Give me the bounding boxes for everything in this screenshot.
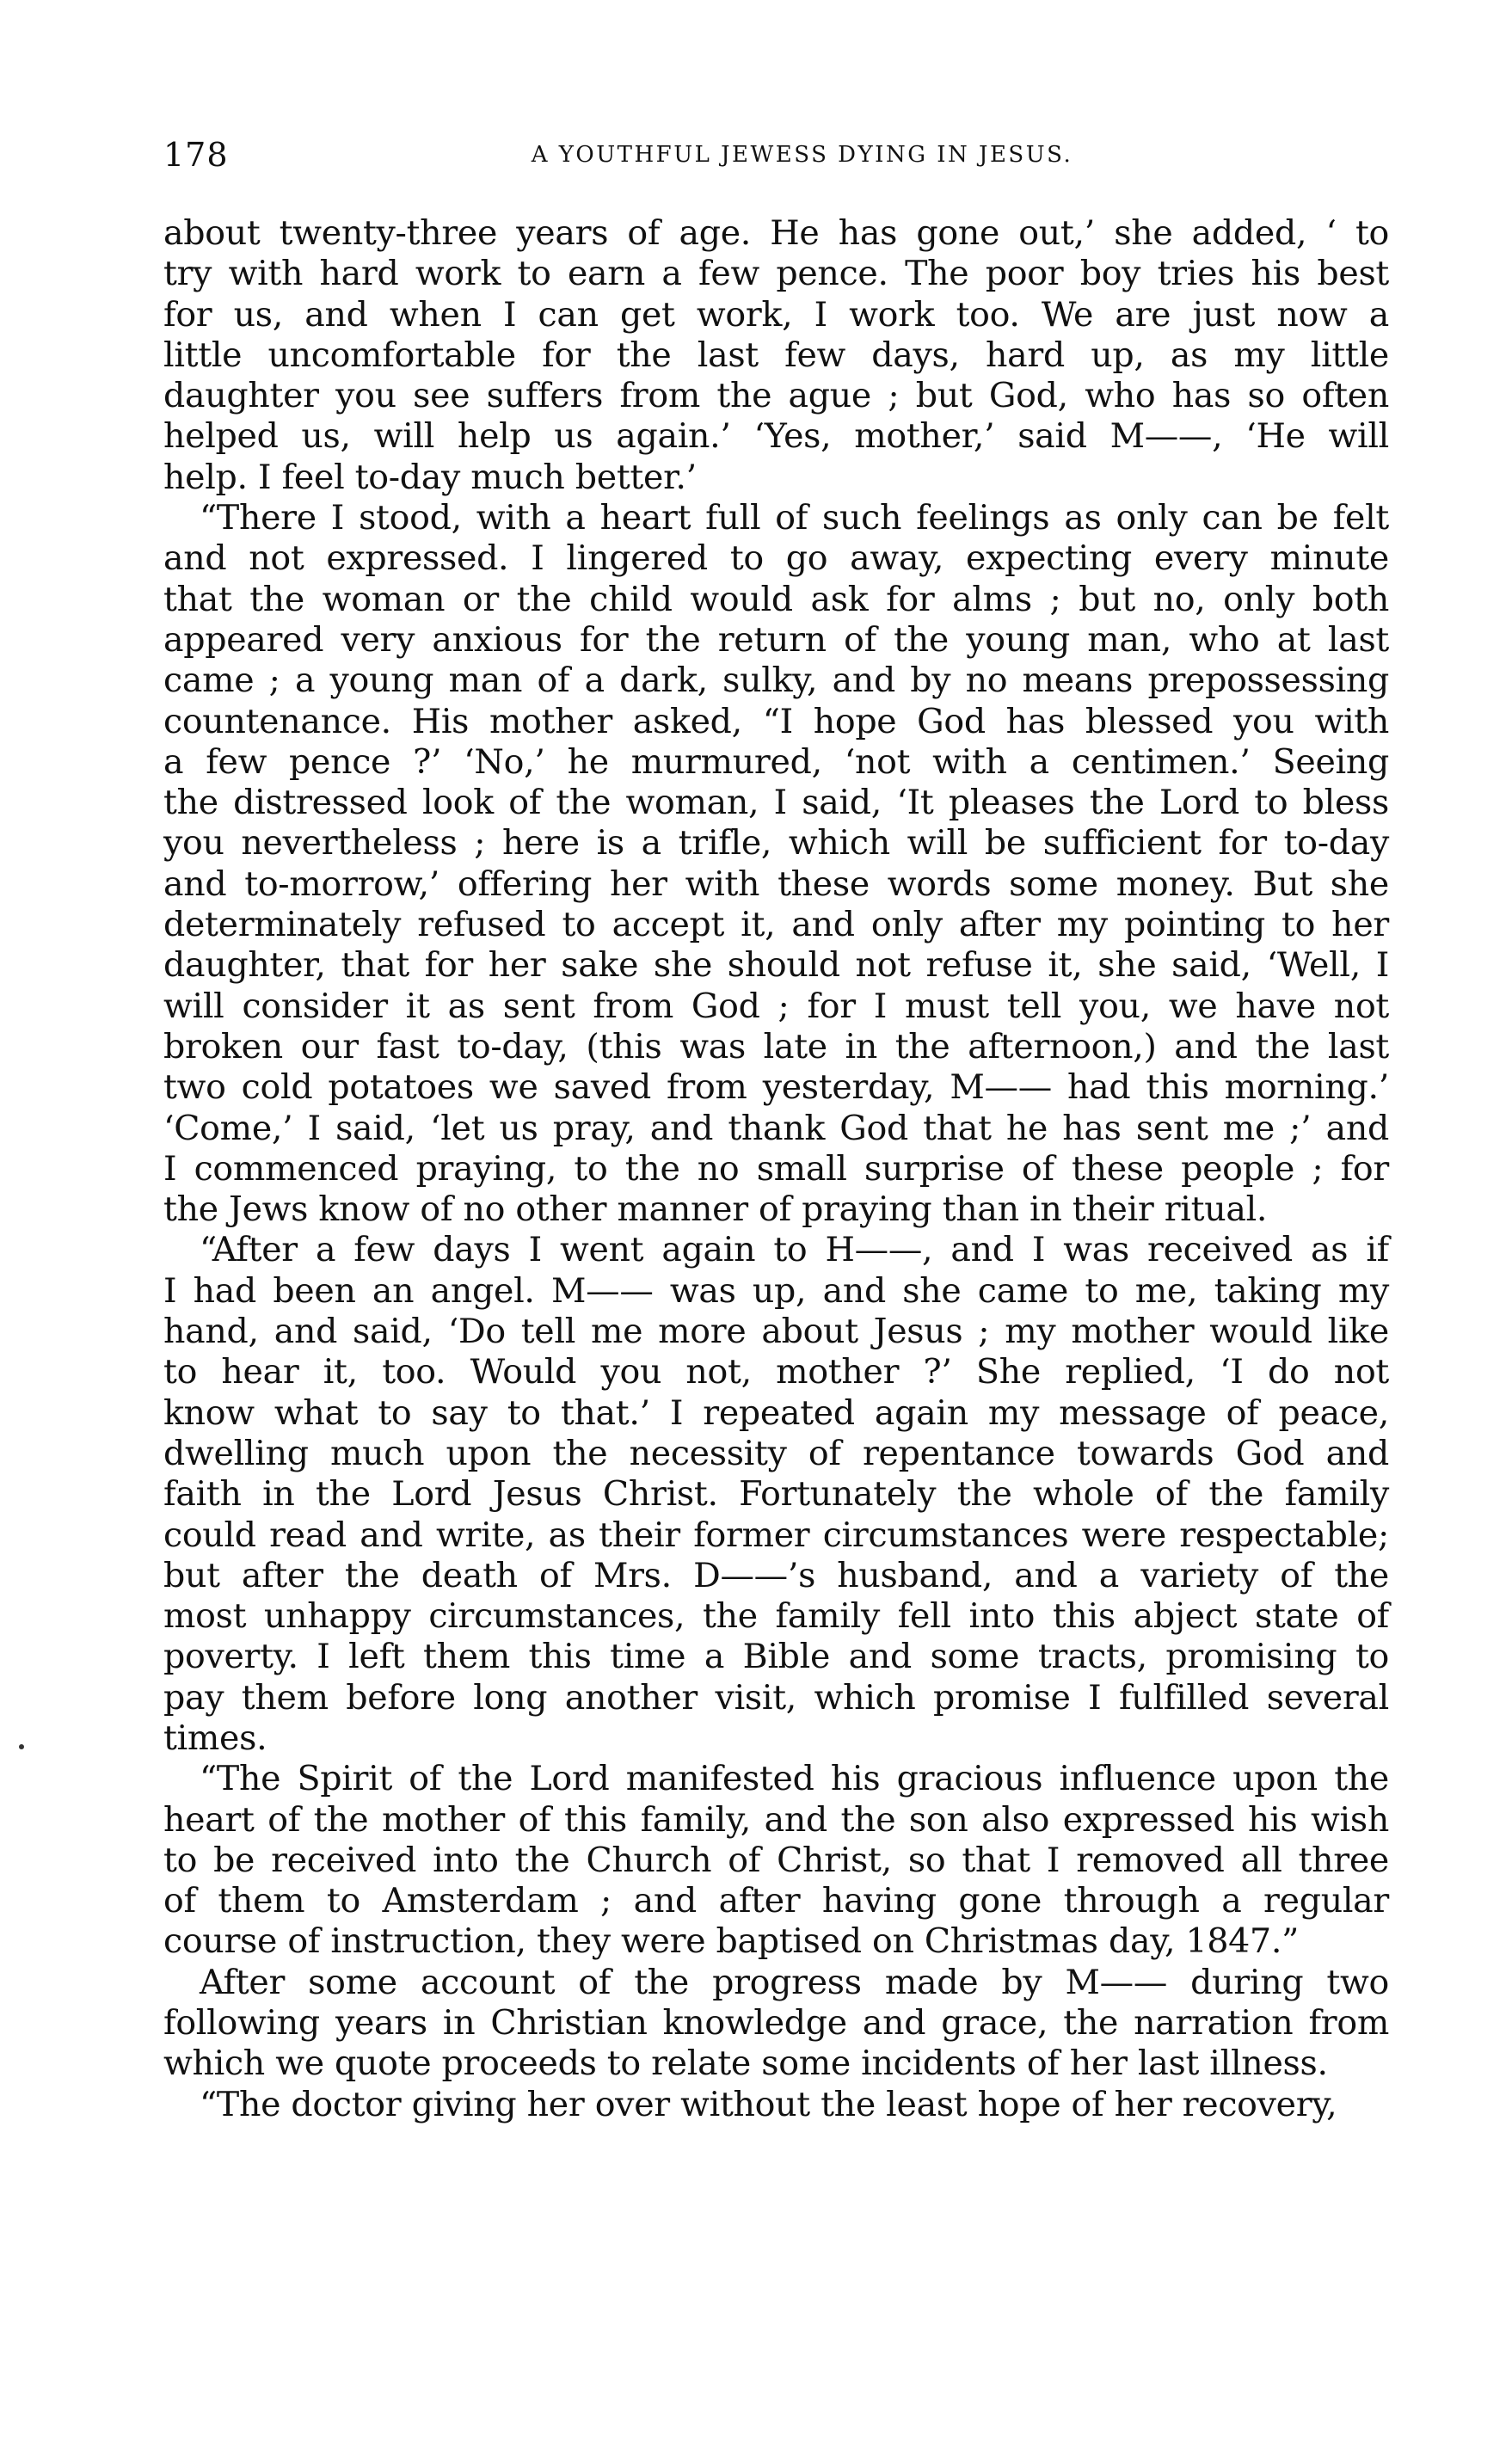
text-line: countenance. His mother asked, “I hope God has blessed you with: [163, 701, 1389, 741]
body-text: [163, 213, 1389, 2125]
text-line: which we quote proceeds to relate some incidents of her last illness.: [163, 2044, 1328, 2084]
running-title: A YOUTHFUL JEWESS DYING IN JESUS.: [531, 142, 1073, 168]
text-line: two cold potatoes we saved from yesterday, M—— had this morning.’: [163, 1067, 1389, 1108]
text-line: appeared very anxious for the return of the young man, who at last: [163, 619, 1389, 660]
text-line: pay them before long another visit, which promise I fulfilled several: [163, 1677, 1389, 1718]
text-line: and not expressed. I lingered to go away, expecting every minute: [163, 538, 1389, 579]
text-line: following years in Christian knowledge and grace, the narration from: [163, 2003, 1389, 2044]
text-line: you nevertheless ; here is a trifle, which will be sufficient for to-day: [163, 823, 1389, 864]
text-line: dwelling much upon the necessity of repentance towards God and: [163, 1433, 1389, 1473]
text-line: came ; a young man of a dark, sulky, and by no means prepossessing: [163, 661, 1389, 701]
text-line: the distressed look of the woman, I said, ‘It pleases the Lord to bless: [163, 783, 1389, 823]
text-line: I had been an angel. M—— was up, and she came to me, taking my: [163, 1270, 1389, 1311]
text-line: to hear it, too. Would you not, mother ?’ She replied, ‘I do not: [163, 1352, 1389, 1392]
text-line: I commenced praying, to the no small surprise of these people ; for: [163, 1148, 1389, 1189]
text-line: course of instruction, they were baptised on Christmas day, 1847.”: [163, 1921, 1299, 1962]
text-line: help. I feel to-day much better.’: [163, 457, 697, 497]
text-line: faith in the Lord Jesus Christ. Fortunately the whole of the family: [163, 1474, 1389, 1515]
text-line: helped us, will help us again.’ ‘Yes, mother,’ said M——, ‘He will: [163, 416, 1389, 457]
text-line: times.: [163, 1718, 267, 1758]
text-line: to be received into the Church of Christ, so that I removed all three: [163, 1840, 1389, 1880]
text-line: “There I stood, with a heart full of such feelings as only can be felt: [200, 498, 1389, 538]
text-line: a few pence ?’ ‘No,’ he murmured, ‘not with a centimen.’ Seeing: [163, 741, 1389, 782]
text-line: hand, and said, ‘Do tell me more about Jesus ; my mother would like: [163, 1312, 1389, 1352]
page-number: 178: [163, 136, 229, 174]
text-line: After some account of the progress made by M—— during two: [200, 1962, 1389, 2002]
text-line: of them to Amsterdam ; and after having gone through a regular: [163, 1881, 1389, 1921]
text-line: for us, and when I can get work, I work too. We are just now a: [163, 294, 1389, 335]
text-line: “The doctor giving her over without the least hope of her recovery,: [200, 2084, 1337, 2124]
text-line: that the woman or the child would ask for alms ; but no, only both: [163, 579, 1389, 619]
text-line: could read and write, as their former circumstances were respectable;: [163, 1515, 1389, 1555]
text-line: daughter, that for her sake she should not refuse it, she said, ‘Well, I: [163, 945, 1389, 986]
margin-mark: [19, 1744, 24, 1749]
text-line: poverty. I left them this time a Bible and some tracts, promising to: [163, 1637, 1389, 1677]
text-line: broken our fast to-day, (this was late in the afternoon,) and the last: [163, 1026, 1389, 1066]
text-line: determinately refused to accept it, and only after my pointing to her: [163, 905, 1389, 945]
text-line: will consider it as sent from God ; for I must tell you, we have not: [163, 986, 1389, 1026]
page-header: [163, 129, 1389, 181]
text-line: the Jews know of no other manner of praying than in their ritual.: [163, 1189, 1268, 1230]
text-line: “After a few days I went again to H——, and I was received as if: [200, 1230, 1389, 1270]
text-line: know what to say to that.’ I repeated again my message of peace,: [163, 1392, 1389, 1433]
text-line: and to-morrow,’ offering her with these words some money. But she: [163, 864, 1389, 904]
text-line: little uncomfortable for the last few days, hard up, as my little: [163, 335, 1389, 375]
text-line: try with hard work to earn a few pence. The poor boy tries his best: [163, 254, 1389, 294]
text-line: daughter you see suffers from the ague ; but God, who has so often: [163, 376, 1389, 416]
text-line: heart of the mother of this family, and the son also expressed his wish: [163, 1799, 1389, 1840]
text-line: but after the death of Mrs. D——’s husband, and a variety of the: [163, 1555, 1389, 1595]
text-line: most unhappy circumstances, the family fell into this abject state of: [163, 1596, 1389, 1637]
text-line: ‘Come,’ I said, ‘let us pray, and thank God that he has sent me ;’ and: [163, 1108, 1389, 1148]
text-line: “The Spirit of the Lord manifested his gracious influence upon the: [200, 1759, 1389, 1799]
text-line: about twenty-three years of age. He has gone out,’ she added, ‘ to: [163, 213, 1389, 253]
